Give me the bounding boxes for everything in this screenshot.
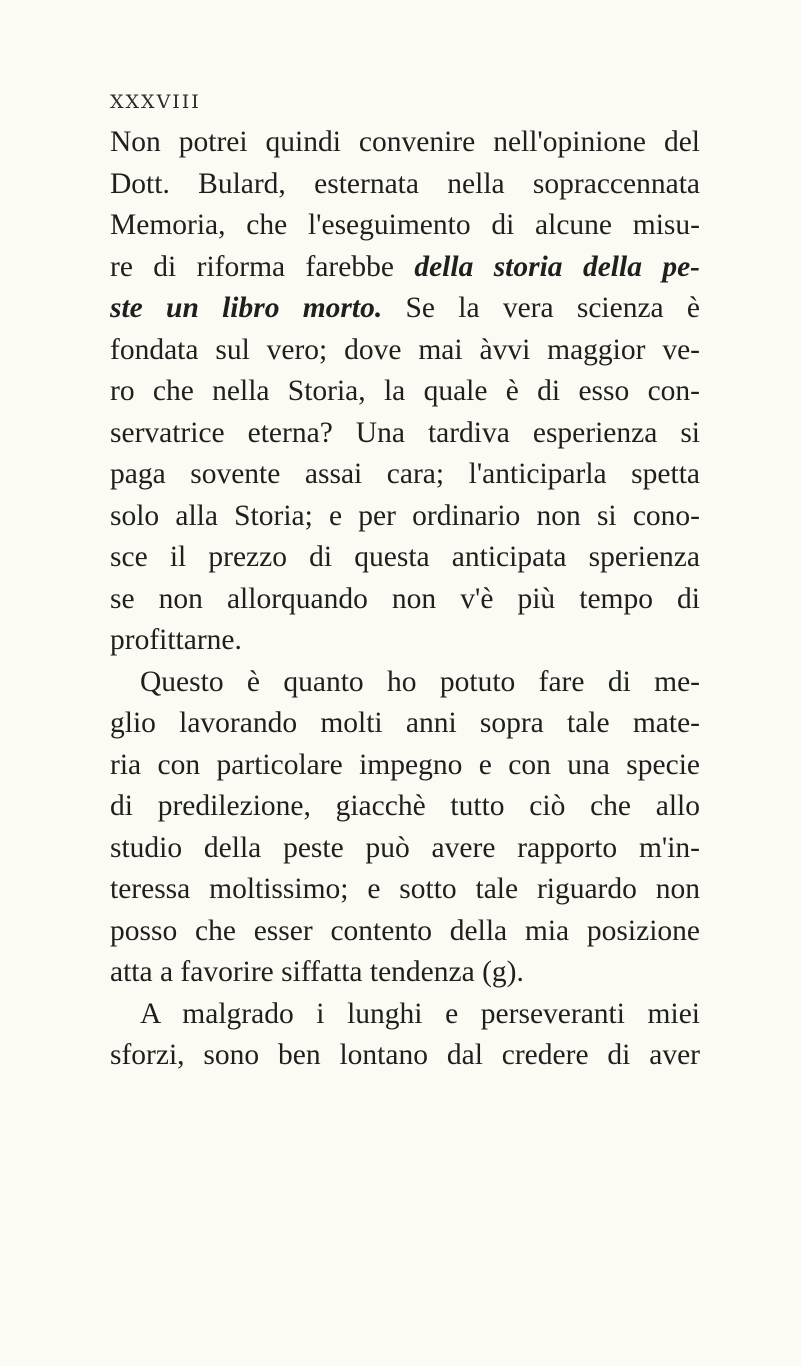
text-line: paga sovente assai cara; l'anticiparla spetta: [110, 458, 700, 490]
text-body: [110, 122, 700, 1077]
text-line: Memoria, che l'eseguimento di alcune misu-: [110, 209, 700, 241]
text-run: Se la vera scienza è: [382, 292, 701, 324]
text-line: Questo è quanto ho potuto fare di me-: [140, 665, 700, 698]
text-line: solo alla Storia; e per ordinario non si cono-: [110, 499, 700, 532]
text-line: A malgrado i lunghi e perseveranti miei: [140, 997, 700, 1030]
text-line: di predilezione, giacchè tutto ciò che allo: [110, 790, 700, 822]
text-line: [110, 288, 700, 330]
text-line: sce il prezzo di questa anticipata sperienza: [110, 541, 700, 573]
text-line: teressa moltissimo; e sotto tale riguardo non: [110, 873, 700, 905]
italic-title: ste un libro morto.: [110, 292, 383, 324]
text-line: sforzi, sono ben lontano dal credere di aver: [110, 1039, 700, 1071]
text-line: ria con particolare impegno e con una specie: [110, 748, 700, 781]
text-line: Dott. Bulard, esternata nella sopraccennata: [110, 167, 700, 200]
page-number: XXXVIII: [110, 91, 201, 113]
text-line: servatrice eterna? Una tardiva esperienza si: [110, 416, 700, 449]
text-line: fondata sul vero; dove mai àvvi maggior ve-: [110, 333, 700, 366]
italic-title: della storia della pe-: [414, 250, 700, 283]
text-line: atta a favorire siffatta tendenza (g).: [110, 956, 524, 988]
text-line: se non allorquando non v'è più tempo di: [110, 582, 700, 615]
text-run: re di riforma farebbe: [110, 250, 415, 283]
text-line: glio lavorando molti anni sopra tale mate-: [110, 707, 700, 739]
text-line: ro che nella Storia, la quale è di esso con-: [110, 375, 700, 407]
text-line: posso che esser contento della mia posizione: [110, 914, 700, 947]
text-line: profittarne.: [110, 624, 242, 656]
text-line: [110, 247, 700, 289]
text-line: Non potrei quindi convenire nell'opinione del: [110, 126, 700, 158]
text-line: studio della peste può avere rapporto m'in-: [110, 831, 700, 864]
